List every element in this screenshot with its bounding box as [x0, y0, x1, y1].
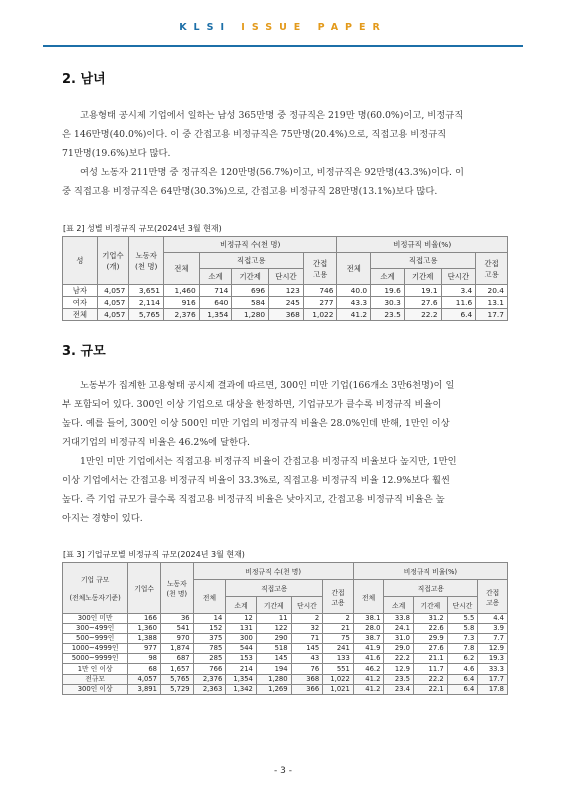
table-cell: 22.2 — [404, 309, 441, 321]
table-cell: 4.4 — [478, 614, 508, 624]
table-cell: 290 — [256, 634, 291, 644]
table-cell: 366 — [291, 684, 323, 694]
table-cell: 241 — [323, 644, 354, 654]
table-cell: 1,021 — [323, 684, 354, 694]
col-workers: 노동자 (천 명) — [129, 237, 164, 285]
paragraph-line: 아지는 경향이 있다. — [62, 513, 143, 524]
table-cell: 3,891 — [128, 684, 161, 694]
table-3-caption: [표 3] 기업규모별 비정규직 규모(2024년 3월 현재) — [63, 550, 245, 559]
table-cell: 2,376 — [193, 674, 226, 684]
table-cell: 12 — [226, 614, 257, 624]
table-row — [63, 614, 508, 624]
table-cell: 133 — [323, 654, 354, 664]
table-cell: 76 — [291, 664, 323, 674]
table-cell: 5,765 — [129, 309, 164, 321]
table-cell: 27.6 — [414, 644, 448, 654]
section-2-body — [62, 106, 509, 201]
table-cell: 2,376 — [164, 309, 200, 321]
header-rule — [43, 45, 523, 47]
table-cell: 32 — [291, 624, 323, 634]
table-cell: 29.0 — [384, 644, 414, 654]
col-direct: 직접고용 — [226, 580, 323, 597]
table-cell: 11.6 — [441, 297, 476, 309]
col-direct: 직접고용 — [384, 580, 478, 597]
table-cell: 1,354 — [199, 309, 232, 321]
table-cell: 145 — [291, 644, 323, 654]
row-label: 여자 — [63, 297, 98, 309]
table-cell: 245 — [269, 297, 304, 309]
table-cell: 19.3 — [478, 654, 508, 664]
col-fixed-term: 기간제 — [404, 269, 441, 285]
col-nonregular-ratio: 비정규직 비율(%) — [353, 563, 507, 580]
table-cell: 2 — [291, 614, 323, 624]
col-nonregular-ratio: 비정규직 비율(%) — [337, 237, 508, 253]
col-gender: 성 — [63, 237, 98, 285]
table-cell: 300 — [226, 634, 257, 644]
table-cell: 24.1 — [384, 624, 414, 634]
table-cell: 214 — [226, 664, 257, 674]
col-fixed-term: 기간제 — [232, 269, 269, 285]
table-cell: 43 — [291, 654, 323, 664]
table-cell: 153 — [226, 654, 257, 664]
table-cell: 17.8 — [478, 684, 508, 694]
paragraph-line: 노동부가 집계한 고용형태 공시제 결과에 따르면, 300인 미만 기업(166개소 3만6천명)이 일 — [80, 380, 455, 391]
table-row — [63, 285, 508, 297]
table-cell: 43.3 — [337, 297, 371, 309]
paragraph-line: 부 포함되어 있다. 300인 이상 기업으로 대상을 한정하면, 기업규모가 클수록 비정규직 비율이 — [62, 399, 442, 410]
table-row — [63, 684, 508, 694]
table-2-gender — [62, 236, 508, 321]
col-subtotal: 소계 — [371, 269, 405, 285]
col-part-time: 단시간 — [441, 269, 476, 285]
table-cell: 131 — [226, 624, 257, 634]
table-cell: 31.0 — [384, 634, 414, 644]
table-cell: 687 — [160, 654, 193, 664]
table-cell: 977 — [128, 644, 161, 654]
table-cell: 36 — [160, 614, 193, 624]
row-label: 5000~9999인 — [63, 654, 128, 664]
table-cell: 640 — [199, 297, 232, 309]
table-cell: 22.6 — [414, 624, 448, 634]
row-label: 300~499인 — [63, 624, 128, 634]
table-cell: 46.2 — [353, 664, 384, 674]
table-cell: 14 — [193, 614, 226, 624]
header-klsi: KLSI — [179, 22, 242, 33]
table-cell: 41.6 — [353, 654, 384, 664]
table-cell: 7.7 — [478, 634, 508, 644]
table-cell: 368 — [291, 674, 323, 684]
table-cell: 40.0 — [337, 285, 371, 297]
col-firm-size: 기업 규모 (전체노동자기준) — [63, 563, 128, 614]
table-cell: 277 — [303, 297, 337, 309]
table-cell: 12.9 — [478, 644, 508, 654]
col-total: 전체 — [164, 253, 200, 285]
table-cell: 41.2 — [337, 309, 371, 321]
table-cell: 916 — [164, 297, 200, 309]
paragraph-line: 1만인 미만 기업에서는 직접고용 비정규직 비율이 간접고용 비정규직 비율보다 높지만, 1만인 — [80, 456, 457, 467]
table-cell: 23.4 — [384, 684, 414, 694]
col-part-time: 단시간 — [269, 269, 304, 285]
table-cell: 23.5 — [384, 674, 414, 684]
table-cell: 41.2 — [353, 684, 384, 694]
table-cell: 20.4 — [476, 285, 508, 297]
table-cell: 375 — [193, 634, 226, 644]
table-cell: 746 — [303, 285, 337, 297]
table-cell: 544 — [226, 644, 257, 654]
table-cell: 1,388 — [128, 634, 161, 644]
col-fixed-term: 기간제 — [414, 597, 448, 614]
table-cell: 71 — [291, 634, 323, 644]
table-cell: 785 — [193, 644, 226, 654]
table-row — [63, 654, 508, 664]
col-subtotal: 소계 — [199, 269, 232, 285]
table-cell: 7.8 — [447, 644, 478, 654]
header-issue-paper: ISSUE PAPER — [241, 22, 387, 33]
section-3-body — [62, 376, 509, 528]
table-cell: 28.0 — [353, 624, 384, 634]
table-cell: 23.5 — [371, 309, 405, 321]
col-direct: 직접고용 — [371, 253, 476, 269]
table-cell: 33.3 — [478, 664, 508, 674]
table-cell: 7.3 — [447, 634, 478, 644]
row-label: 300인 미만 — [63, 614, 128, 624]
row-label: 1만 인 이상 — [63, 664, 128, 674]
col-fixed-term: 기간제 — [256, 597, 291, 614]
table-cell: 541 — [160, 624, 193, 634]
table-cell: 1,460 — [164, 285, 200, 297]
page-number: - 3 - — [274, 766, 292, 776]
table-cell: 551 — [323, 664, 354, 674]
table-cell: 17.7 — [476, 309, 508, 321]
table-cell: 285 — [193, 654, 226, 664]
table-cell: 696 — [232, 285, 269, 297]
col-total: 전체 — [193, 580, 226, 614]
col-firms: 기업수 (개) — [97, 237, 129, 285]
table-cell: 6.4 — [447, 674, 478, 684]
table-cell: 4.6 — [447, 664, 478, 674]
table-row — [63, 624, 508, 634]
table-cell: 19.6 — [371, 285, 405, 297]
table-cell: 12.9 — [384, 664, 414, 674]
paragraph-line: 여성 노동자 211만명 중 정규직은 120만명(56.7%)이고, 비정규직은 92만명(43.3%)이다. 이 — [80, 167, 464, 178]
table-cell: 4,057 — [97, 285, 129, 297]
table-cell: 122 — [256, 624, 291, 634]
col-indirect: 간접 고용 — [323, 580, 354, 614]
section-2-title: 2. 남녀 — [62, 72, 106, 87]
table-cell: 1,022 — [323, 674, 354, 684]
table-cell: 145 — [256, 654, 291, 664]
table-cell: 1,354 — [226, 674, 257, 684]
table-cell: 714 — [199, 285, 232, 297]
col-indirect: 간접 고용 — [476, 253, 508, 285]
section-3-title: 3. 규모 — [62, 344, 106, 359]
table-cell: 38.7 — [353, 634, 384, 644]
table-cell: 1,280 — [256, 674, 291, 684]
row-label: 전체 — [63, 309, 98, 321]
table-cell: 4,057 — [97, 309, 129, 321]
table-cell: 5.5 — [447, 614, 478, 624]
col-firms: 기업수 — [128, 563, 161, 614]
table-cell: 5,729 — [160, 684, 193, 694]
table-cell: 518 — [256, 644, 291, 654]
table-cell: 368 — [269, 309, 304, 321]
table-cell: 1,360 — [128, 624, 161, 634]
table-cell: 75 — [323, 634, 354, 644]
table-cell: 38.1 — [353, 614, 384, 624]
table-cell: 29.9 — [414, 634, 448, 644]
table-cell: 766 — [193, 664, 226, 674]
table-cell: 1,280 — [232, 309, 269, 321]
paragraph-line: 고용형태 공시제 기업에서 일하는 남성 365만명 중 정규직은 219만 명(60.0%)이고, 비정규직 — [80, 110, 464, 121]
table-cell: 4,057 — [128, 674, 161, 684]
row-label: 1000~4999인 — [63, 644, 128, 654]
table-cell: 166 — [128, 614, 161, 624]
table-cell: 41.9 — [353, 644, 384, 654]
table-cell: 2 — [323, 614, 354, 624]
col-workers: 노동자 (천 명) — [160, 563, 193, 614]
table-cell: 21.1 — [414, 654, 448, 664]
paragraph-line: 은 146만명(40.0%)이다. 이 중 간접고용 비정규직은 75만명(20.4%)으로, 직접고용 비정규직 — [62, 129, 447, 140]
table-row — [63, 297, 508, 309]
col-nonregular-count: 비정규직 수(천 명) — [164, 237, 337, 253]
table-row — [63, 644, 508, 654]
table-cell: 3.4 — [441, 285, 476, 297]
paragraph-line: 이상 기업에서는 간접고용 비정규직 비율이 33.3%로, 직접고용 비정규직 비율 12.9%보다 훨씬 — [62, 475, 450, 486]
table-cell: 1,874 — [160, 644, 193, 654]
col-total: 전체 — [337, 253, 371, 285]
table-cell: 19.1 — [404, 285, 441, 297]
table-row — [63, 664, 508, 674]
table-cell: 27.6 — [404, 297, 441, 309]
table-cell: 31.2 — [414, 614, 448, 624]
table-cell: 98 — [128, 654, 161, 664]
table-row — [63, 674, 508, 684]
table-cell: 194 — [256, 664, 291, 674]
table-cell: 21 — [323, 624, 354, 634]
table-cell: 41.2 — [353, 674, 384, 684]
table-cell: 2,114 — [129, 297, 164, 309]
table-cell: 11 — [256, 614, 291, 624]
paragraph-line: 중 직접고용 비정규직은 64만명(30.3%)으로, 간접고용 비정규직 28만명(13.1%)보다 많다. — [62, 186, 438, 197]
table-cell: 33.8 — [384, 614, 414, 624]
table-3-firm-size — [62, 562, 508, 695]
table-row — [63, 634, 508, 644]
table-cell: 970 — [160, 634, 193, 644]
table-cell: 22.2 — [384, 654, 414, 664]
table-cell: 1,022 — [303, 309, 337, 321]
table-cell: 11.7 — [414, 664, 448, 674]
table-cell: 6.4 — [441, 309, 476, 321]
table-cell: 2,363 — [193, 684, 226, 694]
col-indirect: 간접 고용 — [303, 253, 337, 285]
table-cell: 30.3 — [371, 297, 405, 309]
col-direct: 직접고용 — [199, 253, 303, 269]
table-cell: 68 — [128, 664, 161, 674]
table-cell: 22.2 — [414, 674, 448, 684]
col-nonregular-count: 비정규직 수(천 명) — [193, 563, 353, 580]
row-label: 남자 — [63, 285, 98, 297]
paragraph-line: 거대기업의 비정규직 비율은 46.2%에 달한다. — [62, 437, 251, 448]
table-cell: 3.9 — [478, 624, 508, 634]
table-cell: 3,651 — [129, 285, 164, 297]
table-row — [63, 309, 508, 321]
table-2-caption: [표 2] 성별 비정규직 규모(2024년 3월 현재) — [63, 224, 222, 233]
table-cell: 6.2 — [447, 654, 478, 664]
col-indirect: 간접 고용 — [478, 580, 508, 614]
table-cell: 152 — [193, 624, 226, 634]
table-cell: 5,765 — [160, 674, 193, 684]
paragraph-line: 높다. 즉 기업 규모가 클수록 직접고용 비정규직 비율은 낮아지고, 간접고용 비정규직 비율은 높 — [62, 494, 445, 505]
table-cell: 1,342 — [226, 684, 257, 694]
table-cell: 22.1 — [414, 684, 448, 694]
col-subtotal: 소계 — [226, 597, 257, 614]
table-cell: 1,269 — [256, 684, 291, 694]
paragraph-line: 71만명(19.6%)보다 많다. — [62, 148, 171, 159]
col-part-time: 단시간 — [447, 597, 478, 614]
table-cell: 13.1 — [476, 297, 508, 309]
row-label: 500~999인 — [63, 634, 128, 644]
table-cell: 6.4 — [447, 684, 478, 694]
issue-paper-header — [0, 22, 566, 33]
paragraph-line: 높다. 예를 들어, 300인 이상 500인 미만 기업의 비정규직 비율은 28.0%인데 반해, 1만인 이상 — [62, 418, 450, 429]
table-cell: 123 — [269, 285, 304, 297]
table-cell: 584 — [232, 297, 269, 309]
row-label: 전규모 — [63, 674, 128, 684]
col-part-time: 단시간 — [291, 597, 323, 614]
col-total: 전체 — [353, 580, 384, 614]
table-cell: 5.8 — [447, 624, 478, 634]
table-cell: 4,057 — [97, 297, 129, 309]
col-subtotal: 소계 — [384, 597, 414, 614]
table-cell: 1,657 — [160, 664, 193, 674]
row-label: 300인 이상 — [63, 684, 128, 694]
table-cell: 17.7 — [478, 674, 508, 684]
